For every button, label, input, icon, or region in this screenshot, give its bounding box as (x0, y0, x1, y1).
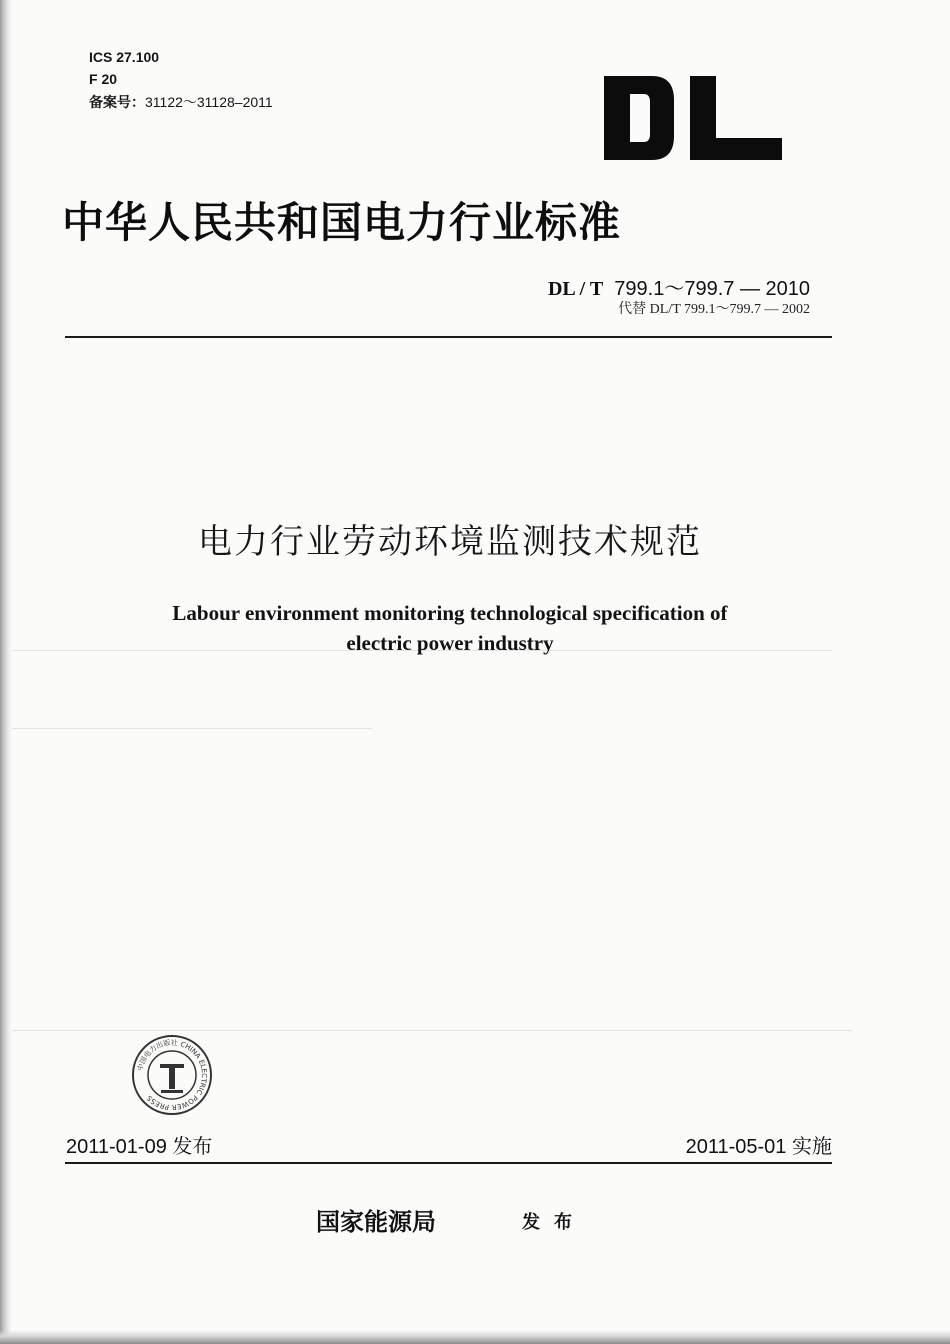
scan-artifact-line (12, 1030, 852, 1031)
standard-prefix: DL / T (547, 278, 604, 300)
standard-code: 799.1～799.7 — 2010 (614, 278, 810, 300)
document-title-cn: 电力行业劳动环境监测技术规范 (198, 522, 702, 562)
record-label: 备案号： (89, 94, 145, 110)
dl-logo (600, 74, 784, 162)
top-divider (65, 336, 832, 338)
bottom-divider (65, 1162, 832, 1164)
issuing-verb: 发布 (522, 1212, 586, 1233)
ics-code: ICS 27.100 (89, 49, 160, 65)
record-number (89, 93, 273, 111)
issue-date: 2011-01-09 发布 (66, 1136, 213, 1158)
seal-text: 中国电力出版社 CHINA ELECTRIC POWER PRESS (136, 1038, 209, 1112)
issuing-authority: 国家能源局 (316, 1207, 436, 1236)
document-title-en-line1: Labour environment monitoring technological specification of (172, 601, 728, 625)
record-value: 31122～31128–2011 (145, 94, 273, 110)
scan-edge-left (0, 0, 12, 1344)
scan-edge-bottom (0, 1330, 950, 1344)
implementation-date: 2011-05-01 实施 (685, 1136, 832, 1158)
document-title-en-line2: electric power industry (346, 631, 554, 655)
main-title: 中华人民共和国电力行业标准 (62, 198, 622, 247)
replaces-standard: 代替 DL/T 799.1～799.7 — 2002 (618, 302, 810, 317)
classification-code: F 20 (89, 71, 118, 87)
publisher-seal (131, 1034, 213, 1116)
standard-number (548, 272, 810, 301)
scan-artifact-line (12, 728, 372, 729)
document-title-en (0, 598, 900, 658)
